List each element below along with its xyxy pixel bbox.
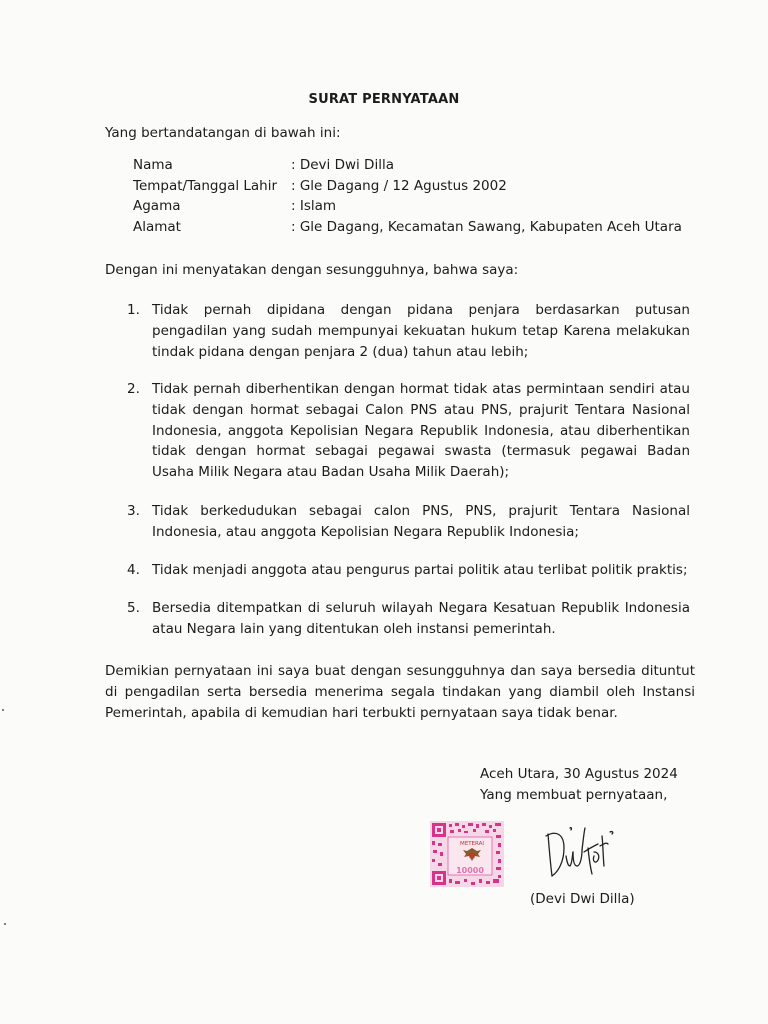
list-item-number: 1. xyxy=(127,302,140,318)
declaration-intro: Dengan ini menyatakan dengan sesungguhnya, bahwa saya: xyxy=(105,262,519,278)
stamp-value: 10000 xyxy=(456,866,484,875)
document-title: SURAT PERNYATAAN xyxy=(308,92,460,107)
identity-value: : Islam xyxy=(291,198,337,215)
maker-label: Yang membuat pernyataan, xyxy=(480,786,668,803)
meterai-stamp xyxy=(430,821,504,887)
list-item xyxy=(105,598,695,640)
signature-image xyxy=(540,822,618,884)
identity-row-birth xyxy=(133,178,682,199)
list-item-text: Tidak pernah diberhentikan dengan hormat tidak atas permintaan sendiri atau tidak dengan hormat sebagai Calon PNS atau PNS, prajurit Tentara Nasional Indonesia, anggota Kepolisian Negara Republik Indonesia, atau diberhentikan tidak dengan hormat sebagai pegawai swasta (termasuk pegawai Badan Usaha Milik Negara atau Badan Usaha Milik Daerah); xyxy=(152,381,690,481)
list-item-text: Tidak menjadi anggota atau pengurus partai politik atau terlibat politik praktis; xyxy=(152,562,688,578)
scan-speck xyxy=(2,709,4,711)
list-item-number: 2. xyxy=(127,381,140,397)
list-item xyxy=(105,501,695,543)
identity-row-address xyxy=(133,219,682,240)
intro-text: Yang bertandatangan di bawah ini: xyxy=(105,125,341,141)
stamp-label: METERAI xyxy=(459,841,485,847)
list-item xyxy=(105,300,695,362)
place-date: Aceh Utara, 30 Agustus 2024 xyxy=(480,766,678,782)
identity-row-name xyxy=(133,157,682,178)
scan-speck xyxy=(4,923,6,925)
identity-row-religion xyxy=(133,198,682,219)
identity-label: Agama xyxy=(133,198,181,215)
identity-value: : Gle Dagang / 12 Agustus 2002 xyxy=(291,177,507,194)
list-item-number: 4. xyxy=(127,562,140,578)
list-item-text: Tidak pernah dipidana dengan pidana penjara berdasarkan putusan pengadilan yang sudah mempunyai kekuatan hukum tetap Karena melakukan tindak pidana dengan penjara 2 (dua) tahun atau lebih; xyxy=(152,302,690,360)
list-item-text: Bersedia ditempatkan di seluruh wilayah Negara Kesatuan Republik Indonesia atau Negara lain yang ditentukan oleh instansi pemerintah. xyxy=(152,600,690,637)
place-date-block xyxy=(480,764,678,806)
closing-paragraph: Demikian pernyataan ini saya buat dengan sesungguhnya dan saya bersedia dituntut di pengadilan serta bersedia menerima segala tindakan yang diambil oleh Instansi Pemerintah, apabila di kemudian hari terbukti pernyataan saya tidak benar. xyxy=(105,663,695,721)
identity-label: Nama xyxy=(133,157,173,173)
signer-name: (Devi Dwi Dilla) xyxy=(530,891,635,907)
identity-label: Tempat/Tanggal Lahir xyxy=(133,177,278,194)
list-item-number: 3. xyxy=(127,503,140,519)
identity-table xyxy=(133,157,682,240)
list-item xyxy=(105,560,695,581)
identity-value: : Gle Dagang, Kecamatan Sawang, Kabupaten Aceh Utara xyxy=(291,219,682,236)
identity-label: Alamat xyxy=(133,219,181,236)
list-item-number: 5. xyxy=(127,600,140,616)
list-item-text: Tidak berkedudukan sebagai calon PNS, PNS, prajurit Tentara Nasional Indonesia, atau anggota Kepolisian Negara Republik Indonesia; xyxy=(152,503,690,540)
list-item xyxy=(105,379,695,483)
identity-value: : Devi Dwi Dilla xyxy=(291,157,394,173)
